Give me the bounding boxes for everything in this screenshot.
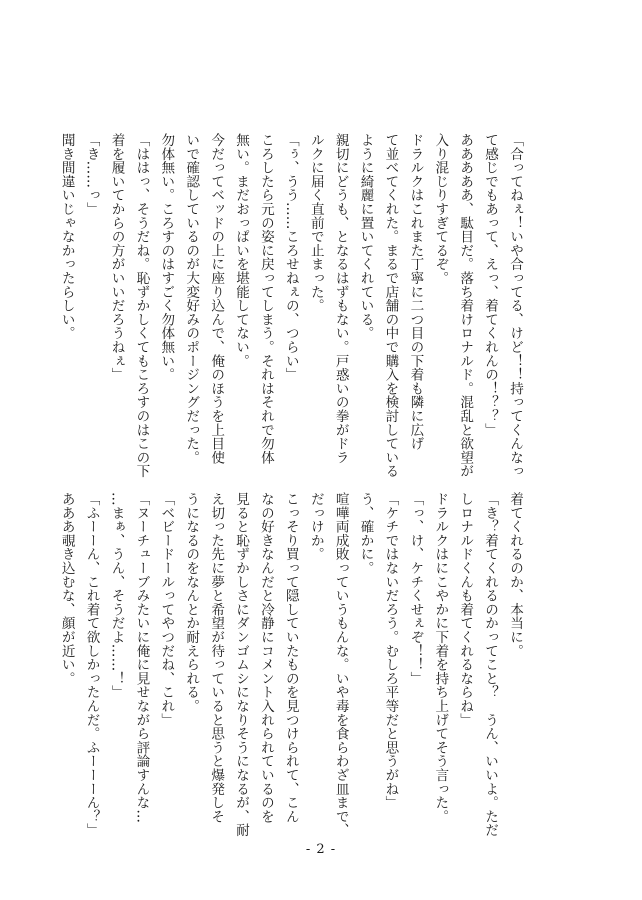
lower-text-line: こっそり買って隠していたものを見つけられて、こん xyxy=(282,492,299,824)
upper-text-line: ように綺麗に置いてくれている。 xyxy=(357,133,374,340)
upper-text-line: 勿体無い。ころすのはすごく勿体無い。 xyxy=(158,133,175,382)
upper-text-line: 「き……っ」 xyxy=(83,133,100,216)
lower-text-line: あああ覗き込むな、顔が近い。 xyxy=(58,492,75,686)
upper-text-line: 「ぅ、うう……ころせねぇの、つらい」 xyxy=(282,133,299,382)
upper-text-line: ドラルクはこれまた丁寧に二つ目の下着も隣に広げ xyxy=(407,133,424,451)
lower-text-line: 「ヌーチューブみたいに俺に見せながら評論すんな… xyxy=(133,492,150,824)
lower-text-line: 見ると恥ずかしさにダンゴムシになりそうになるが、耐 xyxy=(233,492,250,837)
upper-text-line: 「合ってねぇ！いや合ってる、けど！！持ってくんなっ xyxy=(507,133,523,478)
lower-text-line: だっけか。 xyxy=(307,492,324,561)
lower-text-line: ドラルクはにこやかに下着を持ち上げてそう言った。 xyxy=(432,492,449,824)
upper-text-line: あああああ、駄目だ。落ち着けロナルド。混乱と欲望が xyxy=(457,133,474,478)
upper-text-line: いで確認しているのが大変好みのポージングだった。 xyxy=(183,133,200,465)
page-number: - 2 - xyxy=(305,842,337,857)
upper-text-line: 今だってベッドの上に座り込んで、俺のほうを上目使 xyxy=(208,133,225,465)
lower-text-line: え切った先に夢と希望が待っていると思うと爆発しそ xyxy=(208,492,225,824)
upper-text-line: 親切にどうも、となるはずもない。戸惑いの拳がドラ xyxy=(332,133,349,465)
upper-text-line: 入り混じりすぎてるぞ。 xyxy=(432,133,449,285)
upper-text-line: ルクに届く直前で止まった。 xyxy=(307,133,324,313)
lower-text-line: 「ふーーん、これ着て欲しかったんだ。ふーーーん？」 xyxy=(83,492,100,837)
lower-text-line: 「ベビードールってやつだね、これ」 xyxy=(158,492,175,727)
upper-text-line: 聞き間違いじゃなかったらしい。 xyxy=(58,133,75,340)
lower-text-line: 「ケチではないだろう。むしろ平等だと思うがね」 xyxy=(382,492,399,810)
upper-text-line: 着を履いてからの方がいいだろうねぇ」 xyxy=(108,133,125,382)
lower-text-line: う、確かに。 xyxy=(357,492,374,575)
lower-text-line: 着てくれるのか、本当に。 xyxy=(507,492,523,658)
lower-text-line: 「き？着てくれるのかってこと？ うん、いいよ。ただ xyxy=(482,492,499,837)
upper-text-line: 「ははっ、そうだね。恥ずかしくてもころすのはこの下 xyxy=(133,133,150,478)
upper-text-line: 無い。まだおっぱいを堪能してない。 xyxy=(233,133,250,368)
lower-text-line: しロナルドくんも着てくれるならね」 xyxy=(457,492,474,727)
text-block-upper xyxy=(58,133,527,478)
upper-text-line: ころしたら元の姿に戻ってしまう。それはそれで勿体 xyxy=(257,133,274,465)
lower-text-line: 喧嘩両成敗っていうもんな。いや毒を食らわざ皿まで、 xyxy=(332,492,349,837)
upper-text-line: て並べてくれた。まるで店舗の中で購入を検討している xyxy=(382,133,399,478)
lower-text-line: …まぁ、うん、そうだよ……！」 xyxy=(108,492,125,699)
lower-text-line: 「っ、け、ケチくせぇぞ！！」 xyxy=(407,492,424,686)
lower-text-line: なの好きなんだと冷静にコメント入れられているのを xyxy=(257,492,274,824)
lower-text-line: うになるのをなんとか耐えられる。 xyxy=(183,492,200,713)
text-block-lower xyxy=(58,492,527,837)
upper-text-line: て感じでもあって、えっ、着てくれんの！？？」 xyxy=(482,133,499,437)
